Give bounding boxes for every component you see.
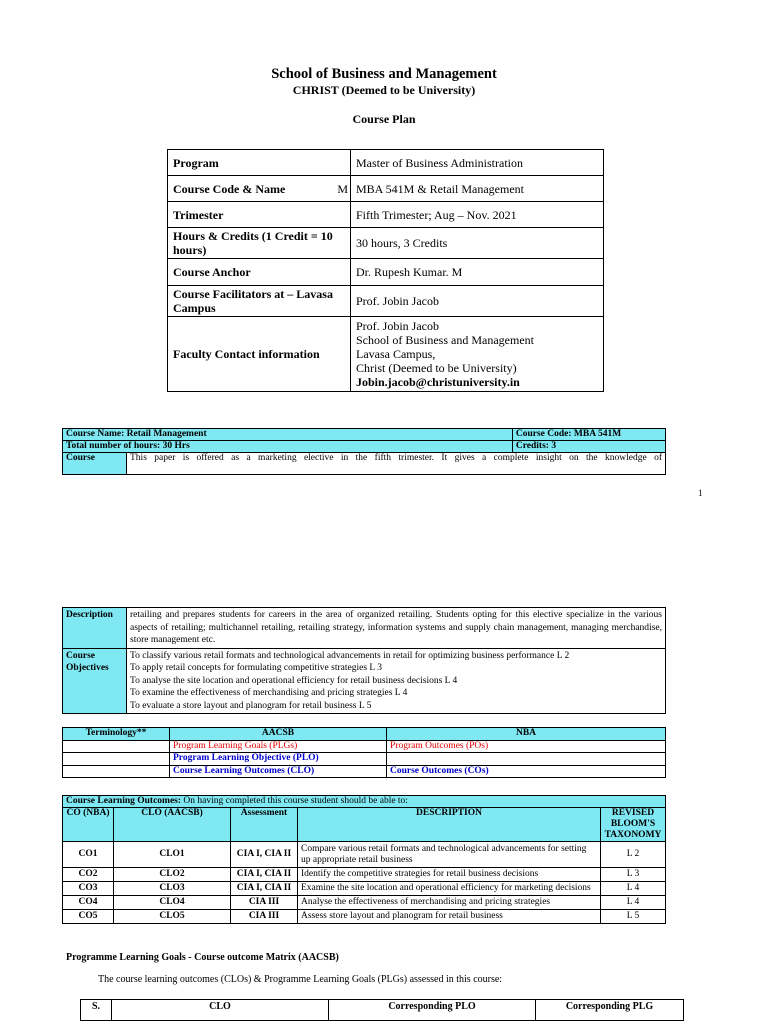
- contact-value: [351, 317, 604, 392]
- level-cell: L 3: [601, 868, 666, 882]
- trimester-value: Fifth Trimester; Aug – Nov. 2021: [351, 202, 604, 228]
- co-cell: CO4: [63, 896, 114, 910]
- objective-item: To apply retail concepts for formulating competitive strategies L 3: [130, 663, 382, 673]
- program-label: Program: [168, 150, 351, 176]
- description-cell: Examine the site location and operational efficiency for marketing decisions: [298, 882, 601, 896]
- assessment-header: Assessment: [231, 808, 298, 842]
- description-cell: Assess store layout and planogram for retail business: [298, 910, 601, 924]
- course-code-label: [168, 176, 351, 202]
- plg-header: Corresponding PLG: [536, 1000, 684, 1021]
- facilitator-value: Prof. Jobin Jacob: [351, 286, 604, 317]
- objective-item: To classify various retail formats and technological advancements in retail for optimizing business performance L 2: [130, 650, 570, 661]
- clo-header: CLO (AACSB): [114, 808, 231, 842]
- clo-cell: CLO1: [114, 842, 231, 868]
- course-info-table: [62, 428, 666, 475]
- course-code: Course Code: MBA 541M: [512, 429, 665, 441]
- assessment-cell: CIA I, CIA II: [231, 868, 298, 882]
- clo-term: Course Learning Outcomes (CLO): [170, 765, 387, 778]
- clo-cell: CLO5: [114, 910, 231, 924]
- course-name: Course Name: Retail Management: [63, 429, 513, 441]
- objective-item: To analyse the site location and operational efficiency for retail business decisions L 4: [130, 675, 458, 686]
- assessment-cell: CIA III: [231, 896, 298, 910]
- description-label: Description: [63, 608, 127, 649]
- school-title: School of Business and Management: [271, 66, 497, 82]
- program-table: [167, 149, 604, 392]
- level-cell: L 4: [601, 882, 666, 896]
- objective-item: To evaluate a store layout and planogram for retail business L 5: [130, 700, 372, 711]
- description-header: DESCRIPTION: [298, 808, 601, 842]
- objective-item: To examine the effectiveness of merchandising and pricing strategies L 4: [130, 688, 408, 698]
- objectives-list: [127, 648, 666, 714]
- clo-table: [62, 795, 666, 924]
- hours-label: Hours & Credits (1 Credit = 10 hours): [168, 228, 351, 259]
- terminology-empty: [63, 740, 170, 753]
- plg-matrix-subtitle: The course learning outcomes (CLOs) & Programme Learning Goals (PLGs) assessed in this course:: [98, 974, 503, 985]
- anchor-label: Course Anchor: [168, 259, 351, 286]
- credits: Credits: 3: [512, 441, 665, 453]
- plg-term: Program Learning Goals (PLGs): [170, 740, 387, 753]
- contact-line: Prof. Jobin Jacob: [356, 319, 439, 333]
- clo-cell: CLO4: [114, 896, 231, 910]
- clo-intro-rest: On having completed this course student should be able to:: [181, 796, 408, 806]
- terminology-empty: [63, 765, 170, 778]
- total-hours: Total number of hours: 30 Hrs: [63, 441, 513, 453]
- assessment-cell: CIA III: [231, 910, 298, 924]
- clo-cell: CLO3: [114, 882, 231, 896]
- trimester-label: Trimester: [168, 202, 351, 228]
- plo-header: Corresponding PLO: [329, 1000, 536, 1021]
- course-code-marker: M: [337, 181, 348, 196]
- terminology-label: Terminology**: [63, 728, 170, 741]
- taxonomy-header: REVISED BLOOM'S TAXONOMY: [601, 808, 666, 842]
- terminology-table: [62, 727, 666, 778]
- description-table: [62, 607, 666, 714]
- page-number: 1: [698, 488, 703, 498]
- course-label: Course: [63, 453, 127, 475]
- terminology-empty: [387, 753, 666, 766]
- co-cell: CO3: [63, 882, 114, 896]
- plg-matrix-table: [80, 999, 684, 1021]
- anchor-value: Dr. Rupesh Kumar. M: [351, 259, 604, 286]
- level-cell: L 5: [601, 910, 666, 924]
- contact-email[interactable]: Jobin.jacob@christuniversity.in: [356, 375, 520, 389]
- terminology-empty: [63, 753, 170, 766]
- contact-line: Lavasa Campus,: [356, 347, 436, 361]
- course-text: This paper is offered as a marketing elective in the fifth trimester. It gives a complete insight on the knowledge of: [127, 453, 666, 475]
- clo-intro: [63, 796, 666, 808]
- hours-value: 30 hours, 3 Credits: [351, 228, 604, 259]
- co-cell: CO1: [63, 842, 114, 868]
- assessment-cell: CIA I, CIA II: [231, 882, 298, 896]
- description-cell: Identify the competitive strategies for retail business decisions: [298, 868, 601, 882]
- course-code-value: MBA 541M & Retail Management: [351, 176, 604, 202]
- university-name: CHRIST (Deemed to be University): [292, 83, 476, 97]
- plg-clo-header: CLO: [112, 1000, 329, 1021]
- nba-header: NBA: [387, 728, 666, 741]
- sno-header: S.: [81, 1000, 112, 1021]
- description-cell: Compare various retail formats and technological advancements for setting up appropriate retail business: [298, 842, 601, 868]
- clo-cell: CLO2: [114, 868, 231, 882]
- clo-intro-bold: Course Learning Outcomes:: [66, 796, 182, 806]
- level-cell: L 4: [601, 896, 666, 910]
- contact-label: Faculty Contact information: [168, 317, 351, 392]
- assessment-cell: CIA I, CIA II: [231, 842, 298, 868]
- course-code-label-text: Course Code & Name: [173, 181, 286, 196]
- po-term: Program Outcomes (POs): [387, 740, 666, 753]
- aacsb-header: AACSB: [170, 728, 387, 741]
- level-cell: L 2: [601, 842, 666, 868]
- co-cell: CO5: [63, 910, 114, 924]
- plo-term: Program Learning Objective (PLO): [170, 753, 387, 766]
- contact-line: School of Business and Management: [356, 333, 534, 347]
- doc-title: Course Plan: [352, 112, 416, 126]
- objectives-label: Course Objectives: [63, 648, 127, 714]
- co-term: Course Outcomes (COs): [387, 765, 666, 778]
- program-value: Master of Business Administration: [351, 150, 604, 176]
- co-cell: CO2: [63, 868, 114, 882]
- description-text: retailing and prepares students for careers in the area of organized retailing. Students opting for this elective specialize in the various aspects of retailing; multichannel retailing, retailing strategy, information systems and supply chain management, managing merchandise, store management etc.: [127, 608, 666, 649]
- description-cell: Analyse the effectiveness of merchandising and pricing strategies: [298, 896, 601, 910]
- co-header: CO (NBA): [63, 808, 114, 842]
- facilitator-label: Course Facilitators at – Lavasa Campus: [168, 286, 351, 317]
- plg-matrix-title: Programme Learning Goals - Course outcome Matrix (AACSB): [66, 952, 339, 963]
- contact-line: Christ (Deemed to be University): [356, 361, 517, 375]
